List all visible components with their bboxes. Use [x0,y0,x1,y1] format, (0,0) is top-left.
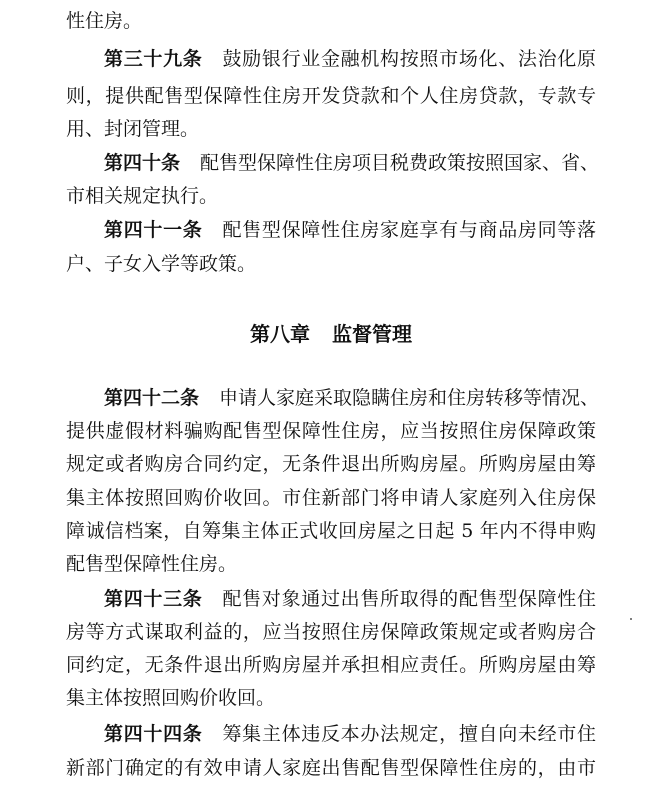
chapter-heading [0,316,662,352]
line-text: 户、子女入学等政策。 [66,253,257,275]
text-line [66,680,596,716]
line-text: 新部门确定的有效申请人家庭出售配售型保障性住房的，由市 [66,757,596,779]
text-line [66,614,596,650]
article-first-line [104,716,596,752]
text-line [66,246,596,282]
text-line [66,413,596,449]
text-line [66,3,596,39]
text-line [66,178,596,214]
article-first-line [104,41,596,77]
article-first-line [104,581,596,617]
line-text: 配售型保障性住房。 [66,553,238,575]
article-number: 第四十一条 [104,219,203,241]
text-line [66,546,596,582]
text-line [66,647,596,683]
line-text: 障诚信档案，自筹集主体正式收回房屋之日起 5 年内不得申购 [66,520,596,542]
text-line [66,78,596,114]
line-text: 配售型保障性住房家庭享有与商品房同等落 [222,219,596,241]
text-line [66,446,596,482]
chapter-number: 第八章 [250,322,310,346]
line-text: 同约定，无条件退出所购房屋并承担相应责任。所购房屋由筹 [66,654,596,676]
article-number: 第三十九条 [104,48,203,70]
line-text: 集主体按照回购价收回。 [66,687,276,709]
line-text: 申请人家庭采取隐瞒住房和住房转移等情况、 [219,387,600,409]
line-text: 提供虚假材料骗购配售型保障性住房，应当按照住房保障政策 [66,420,596,442]
line-text: 配售型保障性住房项目税费政策按照国家、省、 [200,152,600,174]
line-text: 性住房。 [66,10,143,32]
text-line [66,513,596,549]
line-text: 则，提供配售型保障性住房开发贷款和个人住房贷款，专款专 [66,85,596,107]
line-text: 集主体按照回购价收回。市住新部门将申请人家庭列入住房保 [66,487,596,509]
article-first-line [104,380,600,416]
scan-speck [630,618,632,620]
line-text: 用、封闭管理。 [66,118,200,140]
article-number: 第四十条 [104,152,181,174]
line-text: 市相关规定执行。 [66,185,219,207]
text-line [66,111,596,147]
article-number: 第四十三条 [104,588,203,610]
text-line [66,480,596,516]
line-text: 规定或者购房合同约定，无条件退出所购房屋。所购房屋由筹 [66,453,596,475]
line-text: 配售对象通过出售所取得的配售型保障性住 [222,588,596,610]
article-number: 第四十二条 [104,387,200,409]
article-first-line [104,145,600,181]
article-first-line [104,212,596,248]
article-number: 第四十四条 [104,723,203,745]
line-text: 筹集主体违反本办法规定，擅自向未经市住 [222,723,596,745]
chapter-title: 监督管理 [332,322,412,346]
line-text: 鼓励银行业金融机构按照市场化、法治化原 [222,48,596,70]
line-text: 房等方式谋取利益的，应当按照住房保障政策规定或者购房合 [66,621,596,643]
text-line [66,750,596,786]
